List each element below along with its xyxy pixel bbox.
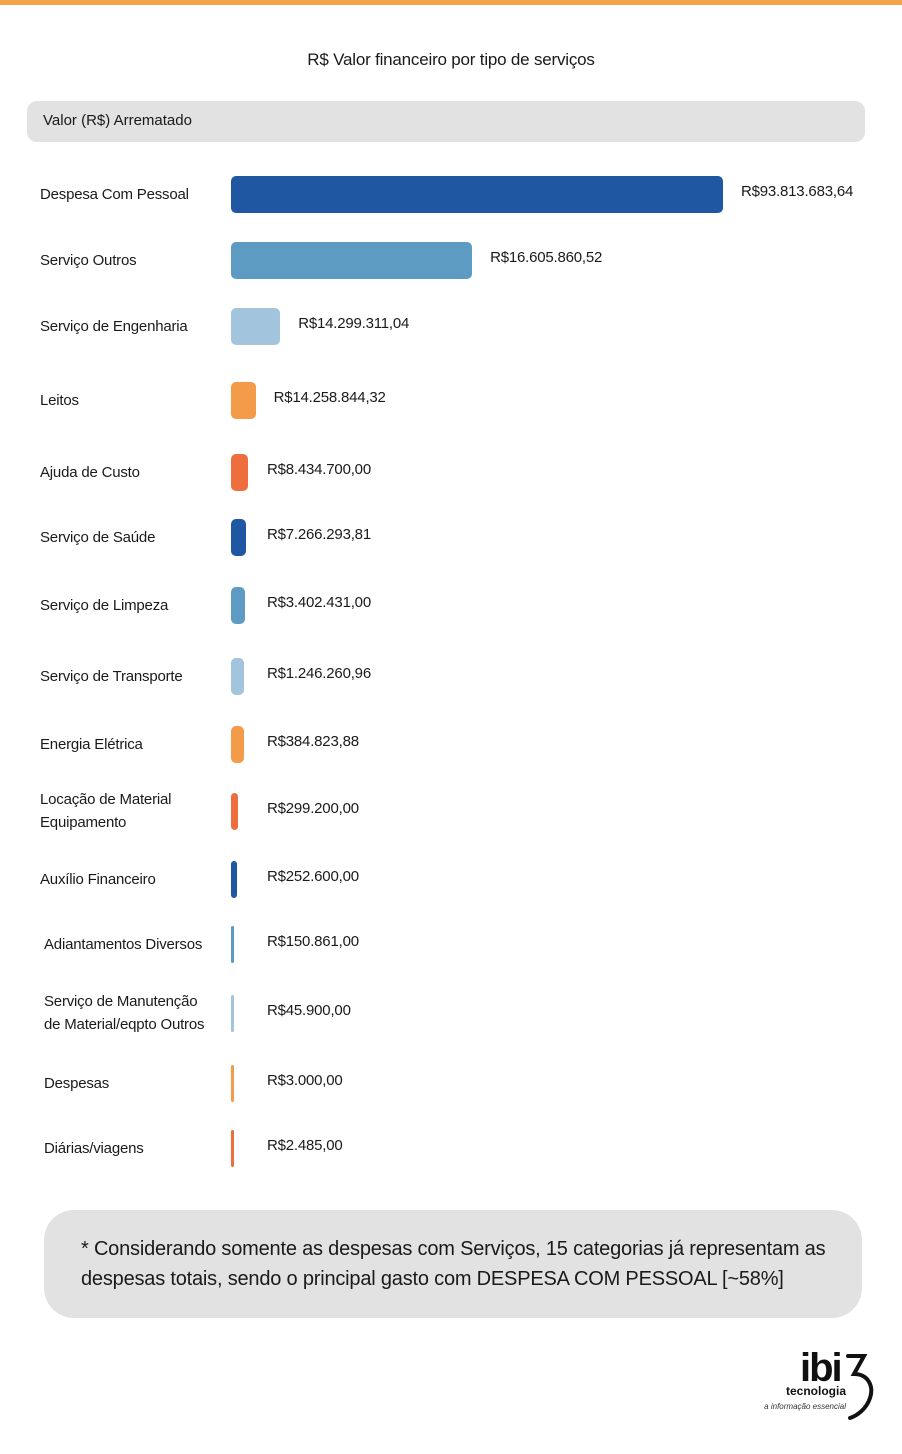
value-label: R$7.266.293,81 bbox=[267, 526, 371, 543]
category-label: Serviço Outros bbox=[40, 251, 137, 269]
logo-tagline: a informação essencial bbox=[764, 1402, 846, 1411]
category-label: Locação de Material Equipamento bbox=[40, 791, 172, 831]
bar bbox=[231, 587, 245, 624]
category-label: Leitos bbox=[40, 391, 79, 409]
bar bbox=[231, 1065, 234, 1102]
logo-brand: tecnologia bbox=[785, 1384, 846, 1398]
logo-mark: ibi bbox=[800, 1346, 841, 1390]
category-label: Serviço de Limpeza bbox=[40, 596, 169, 614]
category-label: Ajuda de Custo bbox=[40, 463, 140, 481]
value-label: R$45.900,00 bbox=[267, 1002, 351, 1019]
series-header-label: Valor (R$) Arrematado bbox=[43, 112, 192, 129]
value-label: R$16.605.860,52 bbox=[490, 249, 603, 266]
footnote-panel bbox=[44, 1210, 862, 1318]
value-label: R$3.402.431,00 bbox=[267, 594, 371, 611]
value-label: R$2.485,00 bbox=[267, 1137, 343, 1154]
bar bbox=[231, 454, 248, 491]
category-label: Serviço de Manutenção de Material/eqpto Outros bbox=[44, 993, 205, 1033]
bar bbox=[231, 242, 472, 279]
value-label: R$93.813.683,64 bbox=[741, 183, 854, 200]
value-label: R$1.246.260,96 bbox=[267, 665, 371, 682]
footnote-text: * Considerando somente as despesas com Serviços, 15 categorias já representam as despesas totais, sendo o principal gasto com DESPESA COM PESSOAL [~58%] bbox=[81, 1238, 826, 1290]
logo-swoosh-icon bbox=[844, 1352, 880, 1422]
bar bbox=[231, 1130, 234, 1167]
bar bbox=[231, 995, 234, 1032]
category-label: Despesa Com Pessoal bbox=[40, 185, 189, 203]
value-label: R$3.000,00 bbox=[267, 1072, 343, 1089]
bar bbox=[231, 382, 256, 419]
category-label: Serviço de Saúde bbox=[40, 528, 156, 546]
bar bbox=[231, 176, 723, 213]
value-label: R$150.861,00 bbox=[267, 933, 359, 950]
bar bbox=[231, 658, 244, 695]
chart-title: R$ Valor financeiro por tipo de serviços bbox=[307, 50, 595, 69]
value-label: R$8.434.700,00 bbox=[267, 461, 371, 478]
value-label: R$384.823,88 bbox=[267, 733, 359, 750]
value-label: R$14.258.844,32 bbox=[273, 389, 386, 406]
bar bbox=[231, 726, 244, 763]
bar bbox=[231, 308, 280, 345]
bar bbox=[231, 519, 246, 556]
bar bbox=[231, 793, 238, 830]
value-label: R$14.299.311,04 bbox=[298, 315, 410, 332]
bar bbox=[231, 861, 237, 898]
value-label: R$299.200,00 bbox=[267, 800, 359, 817]
category-label: Energia Elétrica bbox=[40, 735, 143, 753]
category-label: Despesas bbox=[44, 1074, 110, 1092]
category-label: Serviço de Engenharia bbox=[40, 317, 188, 335]
category-label: Adiantamentos Diversos bbox=[44, 935, 203, 953]
category-label: Diárias/viagens bbox=[44, 1139, 144, 1157]
category-label: Serviço de Transporte bbox=[40, 667, 183, 685]
category-label: Auxílio Financeiro bbox=[40, 870, 156, 888]
company-logo bbox=[760, 1346, 880, 1422]
value-label: R$252.600,00 bbox=[267, 868, 359, 885]
bar bbox=[231, 926, 234, 963]
